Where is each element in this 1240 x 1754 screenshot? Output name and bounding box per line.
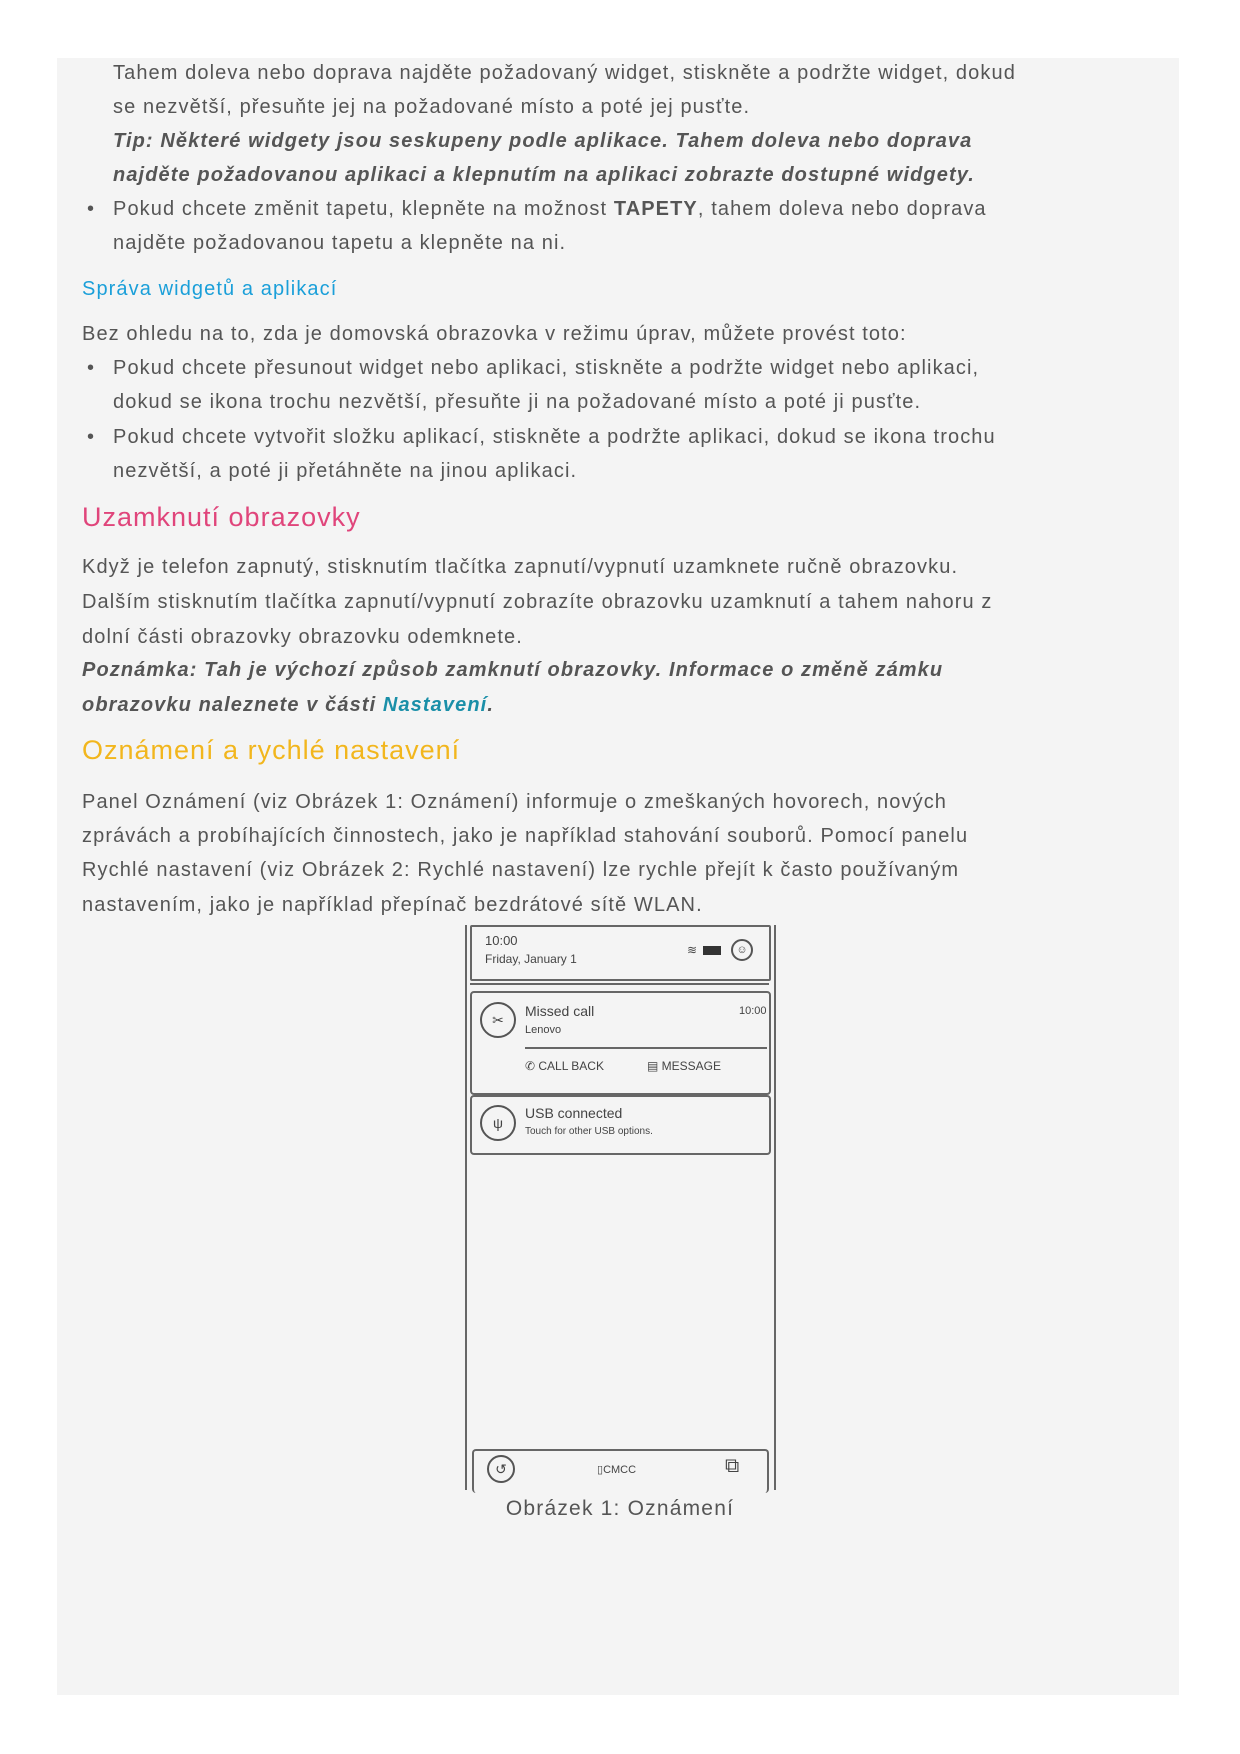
- section-heading-lock: Uzamknutí obrazovky: [82, 502, 361, 532]
- bullet: • Pokud chcete vytvořit složku aplikací, stiskněte a podržte aplikaci, dokud se ikona trochu: [113, 425, 996, 449]
- history-icon[interactable]: ↺: [487, 1455, 515, 1483]
- tip-line: Tip: Některé widgety jsou seskupeny podle aplikace. Tahem doleva nebo doprava: [113, 130, 973, 152]
- tip-line: najděte požadovanou aplikaci a klepnutím na aplikaci zobrazte dostupné widgety.: [113, 164, 975, 186]
- notification-panel-sketch: [465, 925, 776, 1490]
- paragraph-line: nastavením, jako je například přepínač bezdrátové sítě WLAN.: [82, 894, 703, 916]
- text: Pokud chcete změnit tapetu, klepněte na možnost: [113, 198, 614, 220]
- bullet-line: nezvětší, a poté ji přetáhněte na jinou aplikaci.: [113, 460, 578, 482]
- text: .: [487, 694, 494, 716]
- clear-all-icon[interactable]: ⧉: [725, 1455, 740, 1477]
- intro-line: se nezvětší, přesuňte jej na požadované místo a poté jej pusťte.: [113, 96, 751, 118]
- carrier: [597, 1463, 636, 1476]
- divider: [470, 983, 769, 985]
- intro-line: Tahem doleva nebo doprava najděte požadovaný widget, stiskněte a podržte widget, dokud: [113, 62, 1016, 84]
- paragraph-line: Panel Oznámení (viz Obrázek 1: Oznámení) informuje o zmeškaných hovorech, nových: [82, 791, 948, 813]
- divider: [525, 1047, 767, 1049]
- bullet-line: dokud se ikona trochu nezvětší, přesuňte ji na požadované místo a poté ji pusťte.: [113, 391, 922, 413]
- paragraph-line: zprávách a probíhajících činnostech, jako je například stahování souborů. Pomocí panelu: [82, 825, 969, 847]
- message-button[interactable]: [647, 1059, 721, 1073]
- account-icon: ☺: [731, 939, 753, 961]
- clock: 10:00: [485, 933, 518, 948]
- paragraph-line: Když je telefon zapnutý, stisknutím tlačítka zapnutí/vypnutí uzamknete ručně obrazovku.: [82, 556, 959, 578]
- call-back-button[interactable]: [525, 1059, 604, 1073]
- message-icon: ▤: [647, 1059, 662, 1073]
- carrier-name: CMCC: [603, 1464, 637, 1476]
- section-heading-notif: Oznámení a rychlé nastavení: [82, 735, 461, 765]
- bullet-tapety: [113, 197, 987, 221]
- bullet-line: najděte požadovanou tapetu a klepněte na ni.: [113, 232, 567, 254]
- tapety-option: TAPETY: [613, 198, 698, 220]
- paragraph-line: Rychlé nastavení (viz Obrázek 2: Rychlé nastavení) lze rychle přejít k často používaným: [82, 859, 960, 881]
- phone-icon: ✆: [525, 1059, 539, 1073]
- usb-icon: ψ: [480, 1105, 516, 1141]
- wifi-icon: ≋: [687, 943, 698, 957]
- text: , tahem doleva nebo doprava: [697, 198, 987, 220]
- bullet: • Pokud chcete přesunout widget nebo aplikaci, stiskněte a podržte widget nebo aplikaci,: [113, 356, 979, 380]
- figure-caption: Obrázek 1: Oznámení: [505, 1497, 735, 1520]
- label: MESSAGE: [661, 1059, 722, 1073]
- note-line: [82, 693, 494, 717]
- date: Friday, January 1: [485, 952, 577, 966]
- sim-icon: ▯: [597, 1464, 604, 1476]
- missed-call-notification[interactable]: [470, 991, 771, 1095]
- text: obrazovku naleznete v části: [82, 694, 383, 716]
- nastaveni-link[interactable]: Nastavení: [382, 694, 488, 716]
- usb-title: USB connected: [525, 1105, 623, 1121]
- missed-call-icon: ✂: [480, 1002, 516, 1038]
- missed-from: Lenovo: [525, 1024, 562, 1036]
- missed-time: 10:00: [739, 1005, 767, 1017]
- section-heading-sprava: Správa widgetů a aplikací: [82, 278, 338, 300]
- usb-subtitle: Touch for other USB options.: [525, 1126, 653, 1137]
- label: CALL BACK: [538, 1059, 604, 1073]
- paragraph: Bez ohledu na to, zda je domovská obrazovka v režimu úprav, můžete provést toto:: [82, 323, 907, 345]
- missed-title: Missed call: [525, 1003, 595, 1019]
- paragraph-line: Dalším stisknutím tlačítka zapnutí/vypnutí zobrazíte obrazovku uzamknutí a tahem nahoru z: [82, 591, 993, 613]
- note-line: Poznámka: Tah je výchozí způsob zamknutí obrazovky. Informace o změně zámku: [82, 659, 944, 681]
- paragraph-line: dolní části obrazovky obrazovku odemknete.: [82, 626, 523, 648]
- battery-icon: [703, 946, 721, 955]
